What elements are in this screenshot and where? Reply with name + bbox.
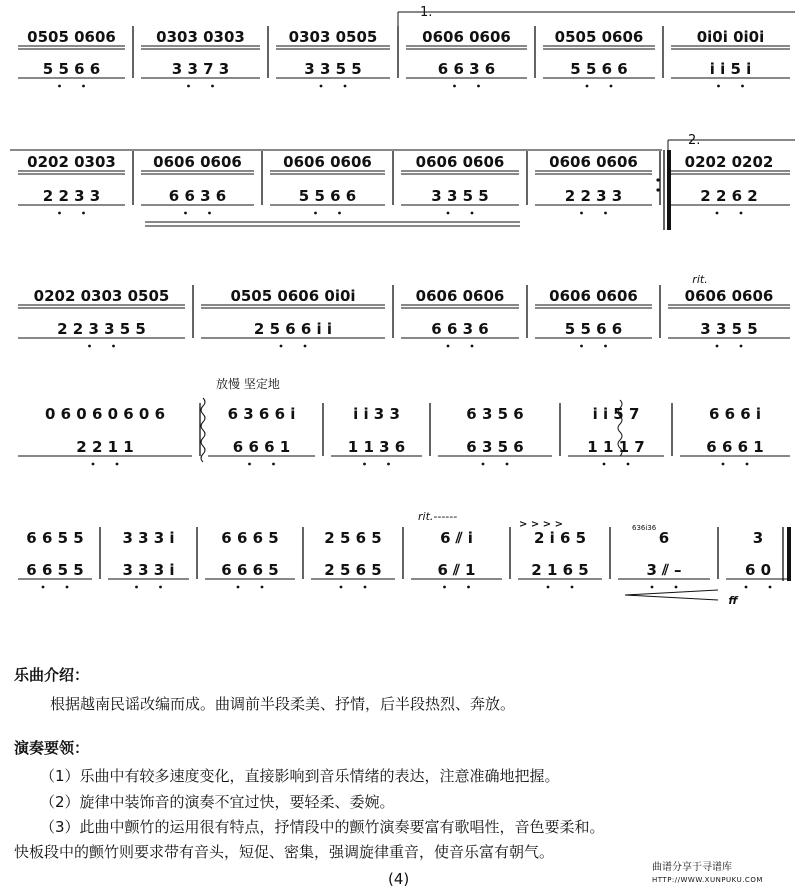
upper-part-notes: 0505 0606 xyxy=(27,28,116,46)
upper-part-notes: 6 6 6 5 xyxy=(221,529,279,547)
repeat-barline xyxy=(667,150,671,230)
arpeggio-sign xyxy=(201,398,205,462)
upper-part-notes: 6 6 6 i xyxy=(708,405,762,423)
octave-dot xyxy=(58,212,61,215)
octave-dot xyxy=(477,85,480,88)
lower-part-notes: 6 6 3 6 xyxy=(168,187,227,205)
lower-part-notes: 6 6 3 6 xyxy=(431,320,489,338)
octave-dot xyxy=(159,586,162,589)
lower-part-notes: 3 3 5 5 xyxy=(304,60,362,78)
lower-part-notes: 3 3 7 3 xyxy=(171,60,230,78)
octave-dot xyxy=(344,85,347,88)
octave-dot xyxy=(746,463,749,466)
rit-marking-extended: rit.------ xyxy=(418,510,458,523)
watermark-credit xyxy=(652,862,763,886)
lower-part-notes: 5 5 6 6 xyxy=(298,187,357,205)
octave-dot xyxy=(387,463,390,466)
octave-dot xyxy=(717,85,720,88)
octave-dot xyxy=(580,345,583,348)
octave-dot xyxy=(135,586,138,589)
upper-part-notes: 2 5 6 5 xyxy=(324,529,382,547)
volta-label-second: 2. xyxy=(688,133,701,148)
upper-part-notes: 6 xyxy=(658,529,670,547)
repeat-dot xyxy=(656,188,659,191)
credit-site: HTTP://WWW.XUNPUKU.COM xyxy=(652,876,763,884)
lower-part-notes: 3 ⫽ – xyxy=(646,561,682,579)
octave-dot xyxy=(184,212,187,215)
upper-part-notes: 0 6 0 6 0 6 0 6 xyxy=(44,405,166,423)
upper-part-notes: 0i0i 0i0i xyxy=(696,28,765,46)
upper-part-notes: i i 3 3 xyxy=(353,405,400,423)
lower-part-notes: 6 0 xyxy=(744,561,772,579)
upper-part-notes: 6 3 5 6 xyxy=(466,405,524,423)
upper-part-notes: 0606 0606 xyxy=(283,153,372,171)
upper-part-notes: 0606 0606 xyxy=(415,153,505,171)
octave-dot xyxy=(338,212,341,215)
tip-item-3-continuation: 快板段中的颤竹则要求带有音头，短促、密集，强调旋律重音，使音乐富有朝气。 xyxy=(14,843,555,861)
octave-dot xyxy=(769,586,772,589)
octave-dot xyxy=(716,212,719,215)
intro-text: 根据越南民谣改编而成。曲调前半段柔美、抒情，后半段热烈、奔放。 xyxy=(50,695,516,713)
lower-part-notes: 1 1 1 7 xyxy=(587,438,645,456)
octave-dot xyxy=(580,212,583,215)
octave-dot xyxy=(116,463,119,466)
octave-dot xyxy=(740,212,743,215)
lower-part-notes: 3 3 5 5 xyxy=(431,187,489,205)
upper-part-notes: 0505 0606 xyxy=(554,28,644,46)
lower-part-notes: 3 3 5 5 xyxy=(700,320,758,338)
octave-dot xyxy=(280,345,283,348)
upper-part-notes: 0202 0303 xyxy=(27,153,116,171)
octave-dot xyxy=(740,345,743,348)
lower-part-notes: 2 2 6 2 xyxy=(700,187,758,205)
octave-dot xyxy=(314,212,317,215)
octave-dot xyxy=(261,586,264,589)
lower-part-notes: i i 5 i xyxy=(709,60,752,78)
tip-item-3: （3）此曲中颤竹的运用很有特点，抒情段中的颤竹演奏要富有歌唱性，音色要柔和。 xyxy=(40,818,605,836)
upper-part-notes: 6 ⫽ i xyxy=(440,529,473,547)
lower-part-notes: 6 3 5 6 xyxy=(466,438,524,456)
lower-part-notes: 2 2 3 3 xyxy=(564,187,623,205)
octave-dot xyxy=(248,463,251,466)
grace-notes: 636i36 xyxy=(632,524,657,532)
accent-marks: > > > > xyxy=(519,519,563,530)
octave-dot xyxy=(675,586,678,589)
octave-dot xyxy=(42,586,45,589)
intro-heading: 乐曲介绍： xyxy=(14,666,90,684)
octave-dot xyxy=(82,85,85,88)
upper-part-notes: 2 i 6 5 xyxy=(533,529,587,547)
octave-dot xyxy=(320,85,323,88)
lower-part-notes: 3 3 3 i xyxy=(122,561,175,579)
upper-part-notes: 0505 0606 0i0i xyxy=(230,287,356,305)
octave-dot xyxy=(627,463,630,466)
octave-dot xyxy=(211,85,214,88)
octave-dot xyxy=(208,212,211,215)
lower-part-notes: 2 1 6 5 xyxy=(531,561,589,579)
octave-dot xyxy=(112,345,115,348)
upper-part-notes: i i 5 7 xyxy=(592,405,640,423)
octave-dot xyxy=(92,463,95,466)
lower-part-notes: 2 2 1 1 xyxy=(76,438,134,456)
octave-dot xyxy=(340,586,343,589)
crescendo-hairpin xyxy=(625,590,718,595)
upper-part-notes: 0606 0606 xyxy=(684,287,774,305)
octave-dot xyxy=(610,85,613,88)
upper-part-notes: 0606 0606 xyxy=(415,287,505,305)
octave-dot xyxy=(716,345,719,348)
lower-part-notes: 2 5 6 6 i i xyxy=(253,320,333,338)
lower-part-notes: 2 5 6 5 xyxy=(324,561,382,579)
tip-item-2: （2）旋律中装饰音的演奏不宜过快，要轻柔、委婉。 xyxy=(40,793,395,811)
octave-dot xyxy=(58,85,61,88)
upper-part-notes: 0303 0505 xyxy=(288,28,378,46)
lower-part-notes: 5 5 6 6 xyxy=(570,60,628,78)
octave-dot xyxy=(304,345,307,348)
octave-dot xyxy=(604,212,607,215)
volta-label-first: 1. xyxy=(420,5,433,20)
octave-dot xyxy=(467,586,470,589)
octave-dot xyxy=(88,345,91,348)
upper-part-notes: 0303 0303 xyxy=(156,28,245,46)
upper-part-notes: 0202 0303 0505 xyxy=(33,287,170,305)
upper-part-notes: 6 6 5 5 xyxy=(26,529,84,547)
octave-dot xyxy=(447,212,450,215)
octave-dot xyxy=(364,586,367,589)
page-number: (4) xyxy=(388,870,410,888)
lower-part-notes: 6 6 6 1 xyxy=(232,438,291,456)
dynamic-marking: ff xyxy=(728,594,738,607)
lower-part-notes: 6 6 3 6 xyxy=(437,60,496,78)
octave-dot xyxy=(547,586,550,589)
tempo-marking: 放慢 坚定地 xyxy=(216,377,280,391)
octave-dot xyxy=(482,463,485,466)
octave-dot xyxy=(571,586,574,589)
octave-dot xyxy=(443,586,446,589)
lower-part-notes: 6 6 6 5 xyxy=(221,561,279,579)
lower-part-notes: 2 2 3 3 xyxy=(42,187,101,205)
lower-part-notes: 2 2 3 3 5 5 xyxy=(57,320,146,338)
upper-part-notes: 0202 0202 xyxy=(684,153,774,171)
octave-dot xyxy=(453,85,456,88)
upper-part-notes: 3 3 3 i xyxy=(122,529,175,547)
octave-dot xyxy=(604,345,607,348)
octave-dot xyxy=(471,345,474,348)
upper-part-notes: 0606 0606 xyxy=(422,28,511,46)
rit-marking: rit. xyxy=(692,273,708,286)
octave-dot xyxy=(722,463,725,466)
credit-text: 曲谱分享于寻谱库 xyxy=(652,862,732,873)
octave-dot xyxy=(741,85,744,88)
final-barline xyxy=(787,527,791,581)
tip-item-1: （1）乐曲中有较多速度变化，直接影响到音乐情绪的表达，注意准确地把握。 xyxy=(40,767,560,785)
repeat-dot xyxy=(656,178,659,181)
octave-dot xyxy=(66,586,69,589)
lower-part-notes: 6 6 5 5 xyxy=(26,561,84,579)
octave-dot xyxy=(272,463,275,466)
lower-part-notes: 6 6 6 1 xyxy=(706,438,764,456)
upper-part-notes: 0606 0606 xyxy=(549,287,638,305)
upper-part-notes: 6 3 6 6 i xyxy=(227,405,296,423)
lower-part-notes: 1 1 3 6 xyxy=(347,438,406,456)
crescendo-hairpin xyxy=(625,595,718,600)
octave-dot xyxy=(651,586,654,589)
octave-dot xyxy=(471,212,474,215)
octave-dot xyxy=(363,463,366,466)
lower-part-notes: 5 5 6 6 xyxy=(42,60,101,78)
octave-dot xyxy=(603,463,606,466)
lower-part-notes: 6 ⫽ 1 xyxy=(437,561,476,579)
octave-dot xyxy=(187,85,190,88)
tips-heading: 演奏要领： xyxy=(14,739,90,757)
octave-dot xyxy=(82,212,85,215)
upper-part-notes: 0606 0606 xyxy=(153,153,242,171)
octave-dot xyxy=(506,463,509,466)
lower-part-notes: 5 5 6 6 xyxy=(564,320,623,338)
upper-part-notes: 0606 0606 xyxy=(549,153,638,171)
octave-dot xyxy=(237,586,240,589)
upper-part-notes: 3 xyxy=(752,529,764,547)
octave-dot xyxy=(447,345,450,348)
octave-dot xyxy=(586,85,589,88)
octave-dot xyxy=(745,586,748,589)
